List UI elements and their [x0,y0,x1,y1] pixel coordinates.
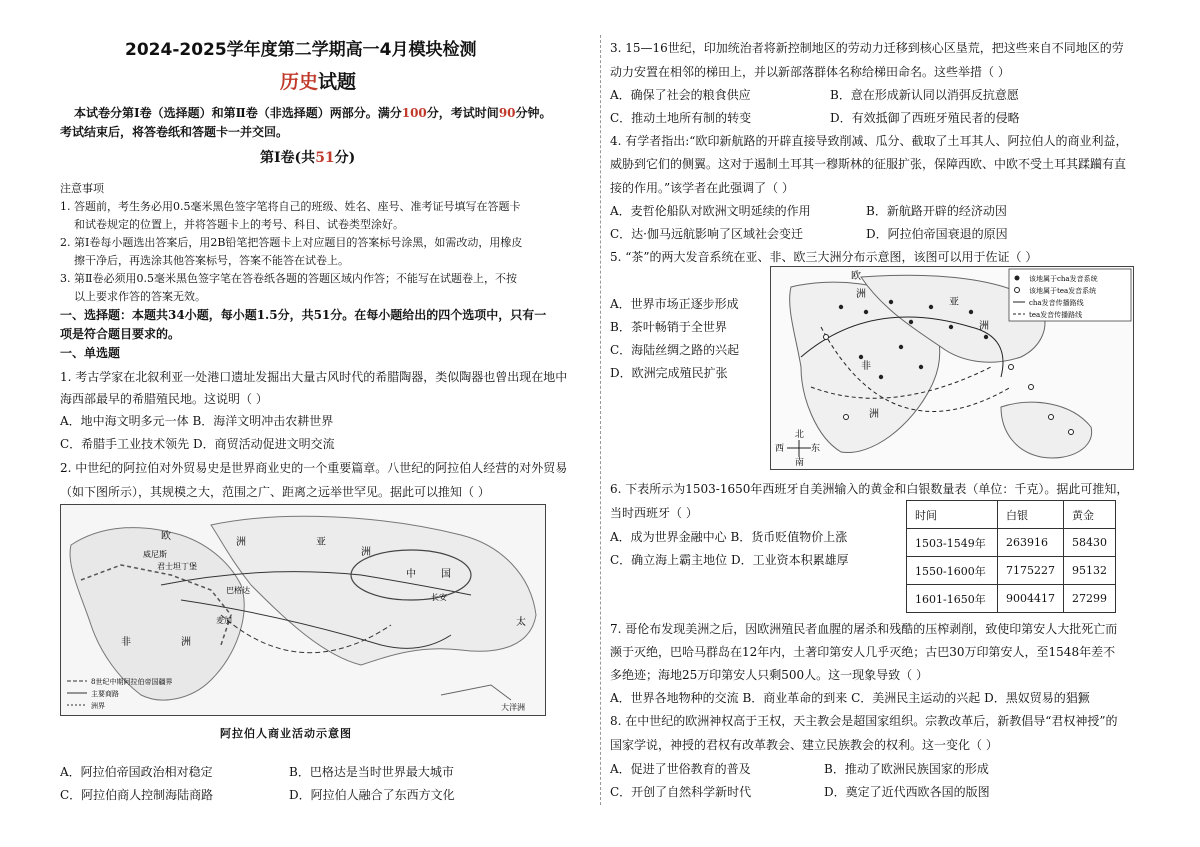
compass-south: 南 [795,458,805,468]
section-heading-1b: 项是符合题目要求的。 [60,327,181,341]
q6-options-cd: C．确立海上霸主地位 D．工业资本积累雄厚 [610,553,849,567]
note-2a: 2. 第Ⅰ卷每小题选出答案后，用2B铅笔把答题卡上对应题目的答案标号涂黑，如需改动，用橡皮 [60,236,523,249]
map-label-oceania: 大洋洲 [501,703,525,712]
table-header-cell: 白银 [998,501,1064,529]
q5-option-a: A．世界市场正逐步形成 [610,297,739,311]
tea-legend-tea: 该地属于tea发音系统 [1029,287,1097,295]
table-cell: 58430 [1064,529,1116,557]
q1-options-ab: A．地中海文明多元一体 B．海洋文明冲击农耕世界 [60,414,334,428]
q3-option-c: C．推动土地所有制的转变 [610,111,752,125]
tea-map-europe-a: 欧 [851,271,861,282]
full-score: 100 [401,106,427,120]
map-label-china-b: 国 [441,569,451,580]
q4-stem-1: 4. 有学者指出:“欧印新航路的开辟直接导致削减、瓜分、截取了土耳其人、阿拉伯人的商业利益， [610,134,1128,148]
map-label-europe-b: 洲 [236,537,246,548]
part1-text-c: 分) [334,150,356,166]
table-row [907,585,1116,613]
map-label-changan: 长安 [431,593,447,602]
tea-map-svg [771,267,1133,469]
table-cell: 1601-1650年 [907,585,998,613]
q3-stem-1: 3. 15—16世纪，印加统治者将新控制地区的劳动力迁移到核心区垦荒，把这些来自不同地区的劳 [610,41,1124,55]
q2-option-b: B．巴格达是当时世界最大城市 [289,765,454,779]
q2-option-c: C．阿拉伯商人控制海陆商路 [60,788,214,802]
note-1a: 1. 答题前，考生务必用0.5毫米黑色签字笔将自己的班级、姓名、座号、准考证号填写在答题卡 [60,200,521,213]
compass-west: 西 [775,444,785,454]
q1-stem-1: 1. 考古学家在北叙利亚一处港口遗址发掘出大量古风时代的希腊陶器，类似陶器也曾出现在地中 [60,370,568,384]
subject-red: 历史 [280,71,319,93]
part1-text-a: 第Ⅰ卷(共 [260,150,316,166]
tea-map-africa-b: 洲 [869,409,879,420]
map-label-baghdad: 巴格达 [226,586,250,595]
table-cell: 1550-1600年 [907,557,998,585]
tea-map-asia-a: 亚 [949,297,959,308]
map-label-africa-b: 洲 [181,637,191,648]
q5-stem: 5. “茶”的两大发音系统在亚、非、欧三大洲分布示意图，该图可以用于佐证（ ） [610,250,1038,264]
intro-line-2: 考试结束后，将答卷纸和答题卡一并交回。 [60,125,289,139]
q1-options-cd: C．希腊手工业技术领先 D．商贸活动促进文明交流 [60,437,335,451]
q2-option-a: A．阿拉伯帝国政治相对稳定 [60,765,213,779]
q6-stem-2: 当时西班牙（ ） [610,506,698,520]
map-label-china-a: 中 [406,569,416,580]
q4-option-c: C．达·伽马远航影响了区域社会变迁 [610,227,803,241]
map-label-europe-a: 欧 [161,531,171,542]
table-cell: 1503-1549年 [907,529,998,557]
table-row [907,557,1116,585]
exam-minutes: 90 [498,106,516,120]
map-label-constantinople: 君士坦丁堡 [157,562,197,571]
map-legend-route: 主要商路 [91,690,119,698]
tea-map-asia-b: 洲 [979,321,989,332]
q6-stem-1: 6. 下表所示为1503-1650年西班牙自美洲输入的黄金和白银数量表（单位：千克）。据此可推知， [610,482,1129,496]
q7-stem-1: 7. 哥伦布发现美洲之后，因欧洲殖民者血腥的屠杀和残酷的压榨剥削，致使印第安人大批死亡而 [610,622,1118,636]
tea-map-europe-b: 洲 [856,289,866,300]
section-heading-1a: 一、选择题：本题共34小题，每小题1.5分，共51分。在每小题给出的四个选项中，只有一 [60,308,547,322]
table-cell: 9004417 [998,585,1064,613]
map-legend-continent: 洲界 [91,702,105,710]
q8-option-c: C．开创了自然科学新时代 [610,785,752,799]
q3-option-a: A．确保了社会的粮食供应 [610,88,751,102]
note-3a: 3. 第Ⅱ卷必须用0.5毫米黑色签字笔在答卷纸各题的答题区域内作答；不能写在试题卷上，不按 [60,272,517,285]
tea-map-africa-a: 非 [861,361,871,372]
intro-line-1 [74,105,552,121]
note-3b: 以上要求作答的答案无效。 [74,290,206,303]
note-1b: 和试卷规定的位置上，并将答题卡上的考号、科目、试卷类型涂好。 [74,218,404,231]
q3-option-b: B．意在形成新认同以消弭反抗意愿 [830,88,1019,102]
intro-text-a: 本试卷分第Ⅰ卷（选择题）和第Ⅱ卷（非选择题）两部分。满分 [74,106,402,120]
q4-option-a: A．麦哲伦船队对欧洲文明延续的作用 [610,204,811,218]
table-row [907,529,1116,557]
column-divider [600,35,601,805]
q2-option-d: D．阿拉伯人融合了东西方文化 [289,788,455,802]
map-label-asia-b: 洲 [361,547,371,558]
arab-trade-map [60,504,546,716]
q3-stem-2: 动力安置在相邻的梯田上，并以新部落群体名称给梯田命名。这些举措（ ） [610,65,1010,79]
table-cell: 95132 [1064,557,1116,585]
notes-title: 注意事项 [60,182,104,195]
map-label-mecca: 麦加 [216,616,232,625]
part1-score: 51 [315,150,335,166]
q7-stem-2: 濒于灭绝，巴哈马群岛在12年内，土著印第安人几乎灭绝；古巴30万印第安人，至1548年差不 [610,645,1116,659]
q4-option-b: B．新航路开辟的经济动因 [866,204,1007,218]
table-header-cell: 黄金 [1064,501,1116,529]
table-cell: 7175227 [998,557,1064,585]
table-cell: 27299 [1064,585,1116,613]
part1-heading [260,150,355,166]
map-label-ocean: 太 [516,617,526,628]
map-label-africa-a: 非 [121,637,131,648]
intro-text-c: 分，考试时间 [426,106,499,120]
q1-stem-2: 海西部最早的希腊殖民地。这说明（ ） [60,392,268,406]
q5-option-b: B．茶叶畅销于全世界 [610,320,727,334]
q3-option-d: D．有效抵御了西班牙殖民者的侵略 [830,111,1020,125]
gold-silver-table [906,500,1116,613]
subject-title [280,71,357,93]
q4-option-d: D．阿拉伯帝国衰退的原因 [866,227,1008,241]
section-heading-2: 一、单选题 [60,346,121,360]
table-cell: 263916 [998,529,1064,557]
map-label-asia-a: 亚 [316,537,326,548]
page-title: 2024-2025学年度第二学期高一4月模块检测 [125,40,477,60]
note-2b: 擦干净后，再选涂其他答案标号，答案不能答在试卷上。 [74,254,349,267]
map-legend-border: 8世纪中期阿拉伯帝国疆界 [91,678,173,686]
subject-rest: 试题 [318,71,357,93]
q8-stem-1: 8. 在中世纪的欧洲神权高于王权，天主教会是超国家组织。宗教改革后，新教倡导“君权神授”的 [610,714,1118,728]
q7-stem-3: 多绝迹；海地25万印第安人只剩500人。这一现象导致（ ） [610,668,928,682]
tea-legend-cha: 该地属于cha发音系统 [1029,275,1098,283]
q5-option-d: D．欧洲完成殖民扩张 [610,366,728,380]
q8-option-a: A．促进了世俗教育的普及 [610,762,751,776]
tea-pronunciation-map [770,266,1134,470]
q7-options: A．世界各地物种的交流 B．商业革命的到来 C．美洲民主运动的兴起 D．黑奴贸易的猖獗 [610,691,1090,705]
table-header-row [907,501,1116,529]
arab-trade-map-svg [61,505,545,715]
q5-option-c: C．海陆丝绸之路的兴起 [610,343,740,357]
q8-option-d: D．奠定了近代西欧各国的版图 [824,785,990,799]
q6-options-ab: A．成为世界金融中心 B．货币贬值物价上涨 [610,530,848,544]
map-label-venice: 威尼斯 [143,550,167,559]
q2-stem-1: 2. 中世纪的阿拉伯对外贸易史是世界商业史的一个重要篇章。八世纪的阿拉伯人经营的对外贸易 [60,461,568,475]
tea-legend-cha-route: cha发音传播路线 [1029,299,1084,307]
table-header-cell: 时间 [907,501,998,529]
q2-map-caption: 阿拉伯人商业活动示意图 [220,727,352,740]
q2-stem-2: （如下图所示），其规模之大，范围之广、距离之远举世罕见。据此可以推知（ ） [60,485,490,499]
q8-option-b: B．推动了欧洲民族国家的形成 [824,762,989,776]
q8-stem-2: 国家学说，神授的君权有改革教会、建立民族教会的权利。这一变化（ ） [610,738,998,752]
q4-stem-3: 接的作用。”该学者在此强调了（ ） [610,181,794,195]
compass-east: 东 [811,444,821,454]
tea-legend-tea-route: tea发音传播路线 [1029,311,1083,319]
q4-stem-2: 威胁到它们的侧翼。这对于遏制土耳其一穆斯林的征服扩张，保障西欧、中欧不受土耳其蹂躏有直 [610,157,1127,171]
intro-text-e: 分钟。 [515,106,552,120]
compass-north: 北 [795,430,805,440]
